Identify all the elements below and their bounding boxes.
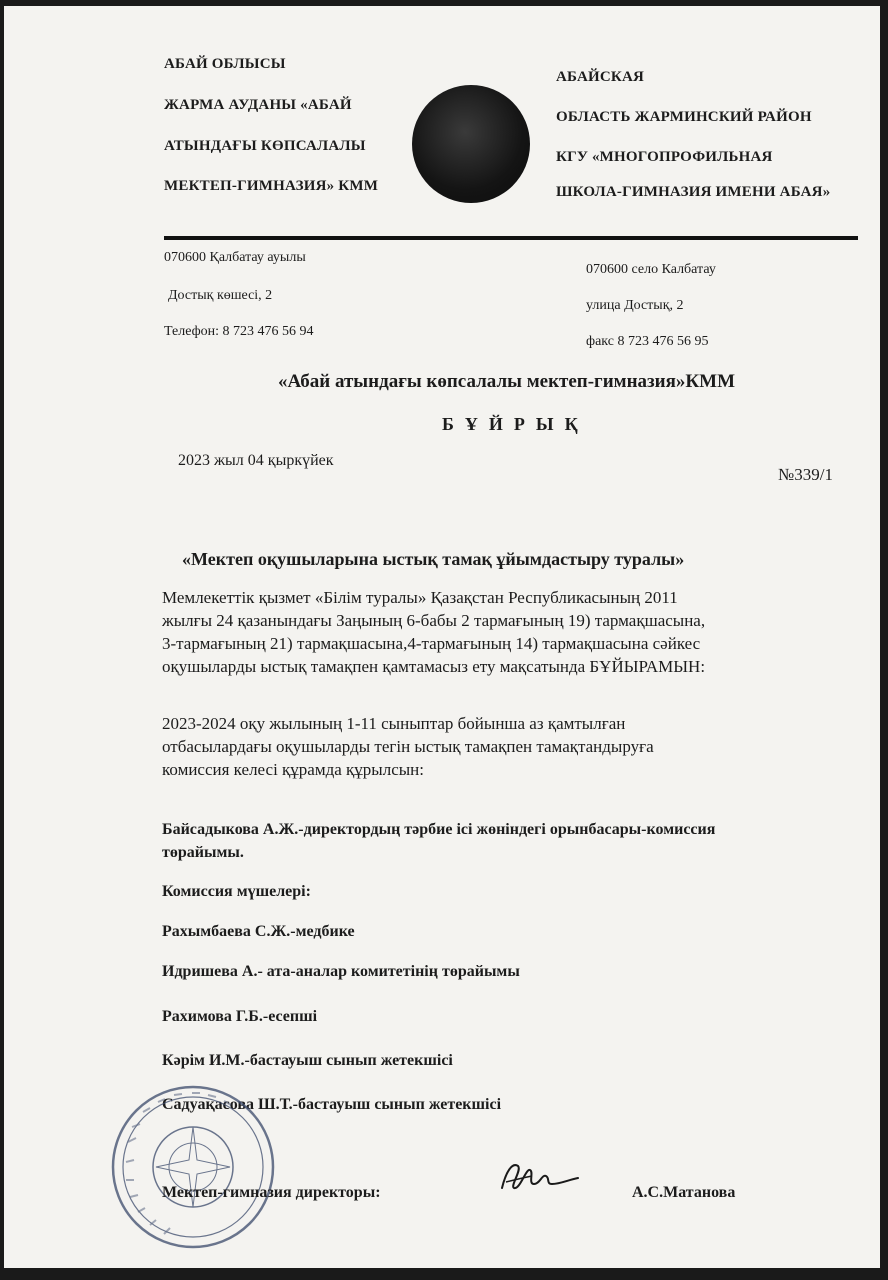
organization-name: «Абай атындағы көпсалалы мектеп-гимназия»КММ [278, 371, 736, 392]
member-item: Садуақасова Ш.Т.-бастауыш сынып жетекшісі [162, 1096, 502, 1113]
header-left-line: ЖАРМА АУДАНЫ «АБАЙ [164, 97, 352, 113]
signature-label: Мектеп-гимназия директоры: [162, 1184, 381, 1201]
paragraph-line: Байсадыкова А.Ж.-директордың тәрбие ісі жөніндегі орынбасары-комиссия [162, 821, 716, 838]
commission-chair [162, 818, 852, 864]
header-right-line: АБАЙСКАЯ [556, 69, 645, 85]
members-heading: Комиссия мүшелері: [162, 883, 311, 900]
commission-paragraph [162, 712, 852, 781]
paragraph-line: 3-тармағының 21) тармақшасына,4-тармағының 14) тармақшасына сәйкес [162, 634, 701, 653]
member-item: Рахимова Г.Б.-есепші [162, 1008, 318, 1025]
paragraph-line: 2023-2024 оқу жылының 1-11 сыныптар бойынша аз қамтылған [162, 714, 626, 733]
address-left-line: Достық көшесі, 2 [168, 288, 273, 303]
document-page [4, 6, 880, 1268]
director-signature [492, 1154, 584, 1200]
address-right-line: 070600 село Калбатау [586, 262, 716, 277]
paragraph-line: Мемлекеттік қызмет «Білім туралы» Қазақстан Республикасының 2011 [162, 588, 678, 607]
header-right-line: ШКОЛА-ГИМНАЗИЯ ИМЕНИ АБАЯ» [556, 184, 831, 200]
address-left-line: 070600 Қалбатау ауылы [164, 250, 306, 265]
header-right-line: ОБЛАСТЬ ЖАРМИНСКИЙ РАЙОН [556, 109, 812, 125]
header-left-line: АБАЙ ОБЛЫСЫ [164, 56, 286, 72]
member-item: Кәрім И.М.-бастауыш сынып жетекшісі [162, 1052, 453, 1069]
order-date: 2023 жыл 04 қыркүйек [178, 452, 334, 469]
header-right-line: КГУ «МНОГОПРОФИЛЬНАЯ [556, 149, 773, 165]
header-divider [164, 236, 858, 240]
director-name: А.С.Матанова [632, 1184, 736, 1201]
paragraph-line: жылғы 24 қазанындағы Заңының 6-бабы 2 тармағының 19) тармақшасына, [162, 611, 706, 630]
paragraph-line: отбасылардағы оқушыларды тегін ыстық тамақпен тамақтандыруға [162, 737, 654, 756]
order-subject: «Мектеп оқушыларына ыстық тамақ ұйымдастыру туралы» [182, 549, 685, 569]
header-left-line: МЕКТЕП-ГИМНАЗИЯ» КММ [164, 178, 379, 194]
state-emblem-icon [412, 85, 530, 203]
address-right-line: факс 8 723 476 56 95 [586, 334, 709, 349]
order-number: №339/1 [778, 465, 833, 484]
document-title: БҰЙРЫҚ [442, 414, 589, 434]
preamble-paragraph [162, 586, 852, 678]
header-left-line: АТЫНДАҒЫ КӨПСАЛАЛЫ [164, 138, 366, 154]
round-seal-icon [108, 1082, 278, 1252]
paragraph-line: оқушыларды ыстық тамақпен қамтамасыз ету мақсатында БҰЙЫРАМЫН: [162, 657, 706, 676]
member-item: Идришева А.- ата-аналар комитетінің төрайымы [162, 963, 520, 980]
paragraph-line: комиссия келесі құрамда құрылсын: [162, 760, 424, 779]
address-left-line: Телефон: 8 723 476 56 94 [164, 324, 314, 339]
paragraph-line: төрайымы. [162, 844, 244, 861]
address-right-line: улица Достық, 2 [586, 298, 684, 313]
member-item: Рахымбаева С.Ж.-медбике [162, 923, 355, 940]
